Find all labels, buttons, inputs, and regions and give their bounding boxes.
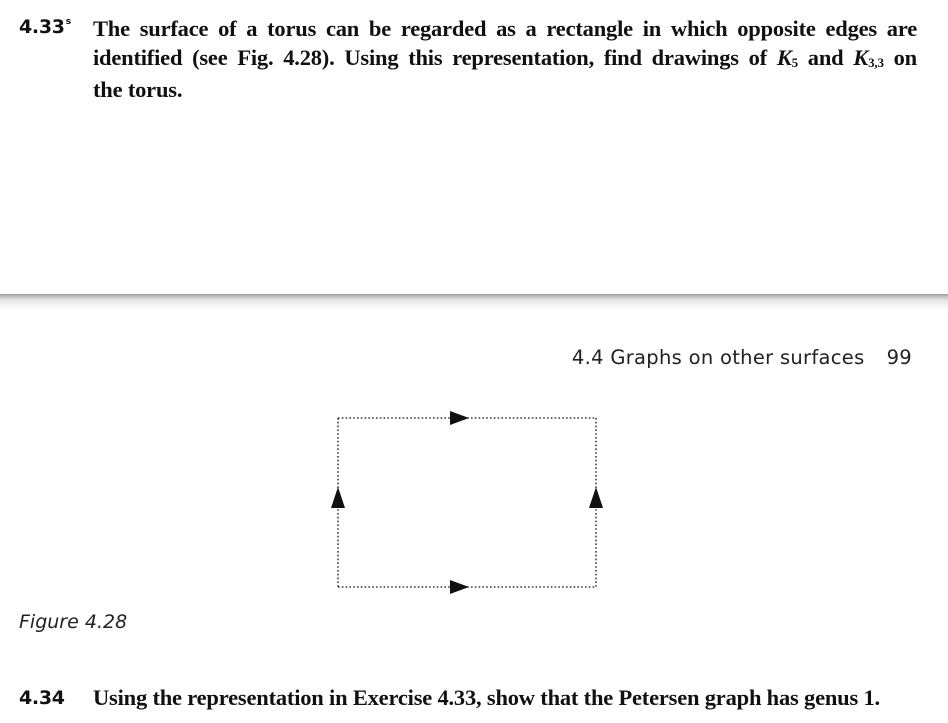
page-divider	[0, 294, 948, 310]
exercise-marker: s	[65, 16, 71, 27]
page-number: 99	[886, 346, 912, 369]
exercise-number: 4.34	[19, 687, 65, 709]
figure-caption: Figure 4.28	[19, 611, 128, 633]
bottom-edge-arrow-right	[450, 580, 469, 594]
exercise-line-1: The surface of a torus can be regarded as a rectangle in which opposite edges are	[93, 16, 917, 41]
exercise-line-3: the torus.	[93, 77, 183, 102]
exercise-number: 4.33$^s$	[19, 16, 71, 38]
torus-rectangle-figure	[318, 402, 618, 602]
left-edge-arrow-up	[331, 487, 345, 508]
k5-symbol: $K_5$	[776, 45, 798, 70]
running-header	[572, 346, 912, 369]
k33-symbol: $K_{3,3}$	[853, 45, 884, 70]
exercise-text: Using the representation in Exercise 4.33, show that the Petersen graph has genus 1.	[93, 685, 880, 710]
exercise-4-33	[19, 14, 917, 104]
exercise-line-2: identified (see Fig. 4.28). Using this representation, find drawings of $K_5$ and $K_{3,3}$ on	[93, 45, 917, 70]
section-title: 4.4 Graphs on other surfaces	[571, 346, 865, 369]
top-edge-arrow-right	[450, 411, 469, 425]
exercise-4-34	[19, 683, 929, 712]
right-edge-arrow-up	[589, 487, 603, 508]
exercise-text	[93, 14, 917, 104]
